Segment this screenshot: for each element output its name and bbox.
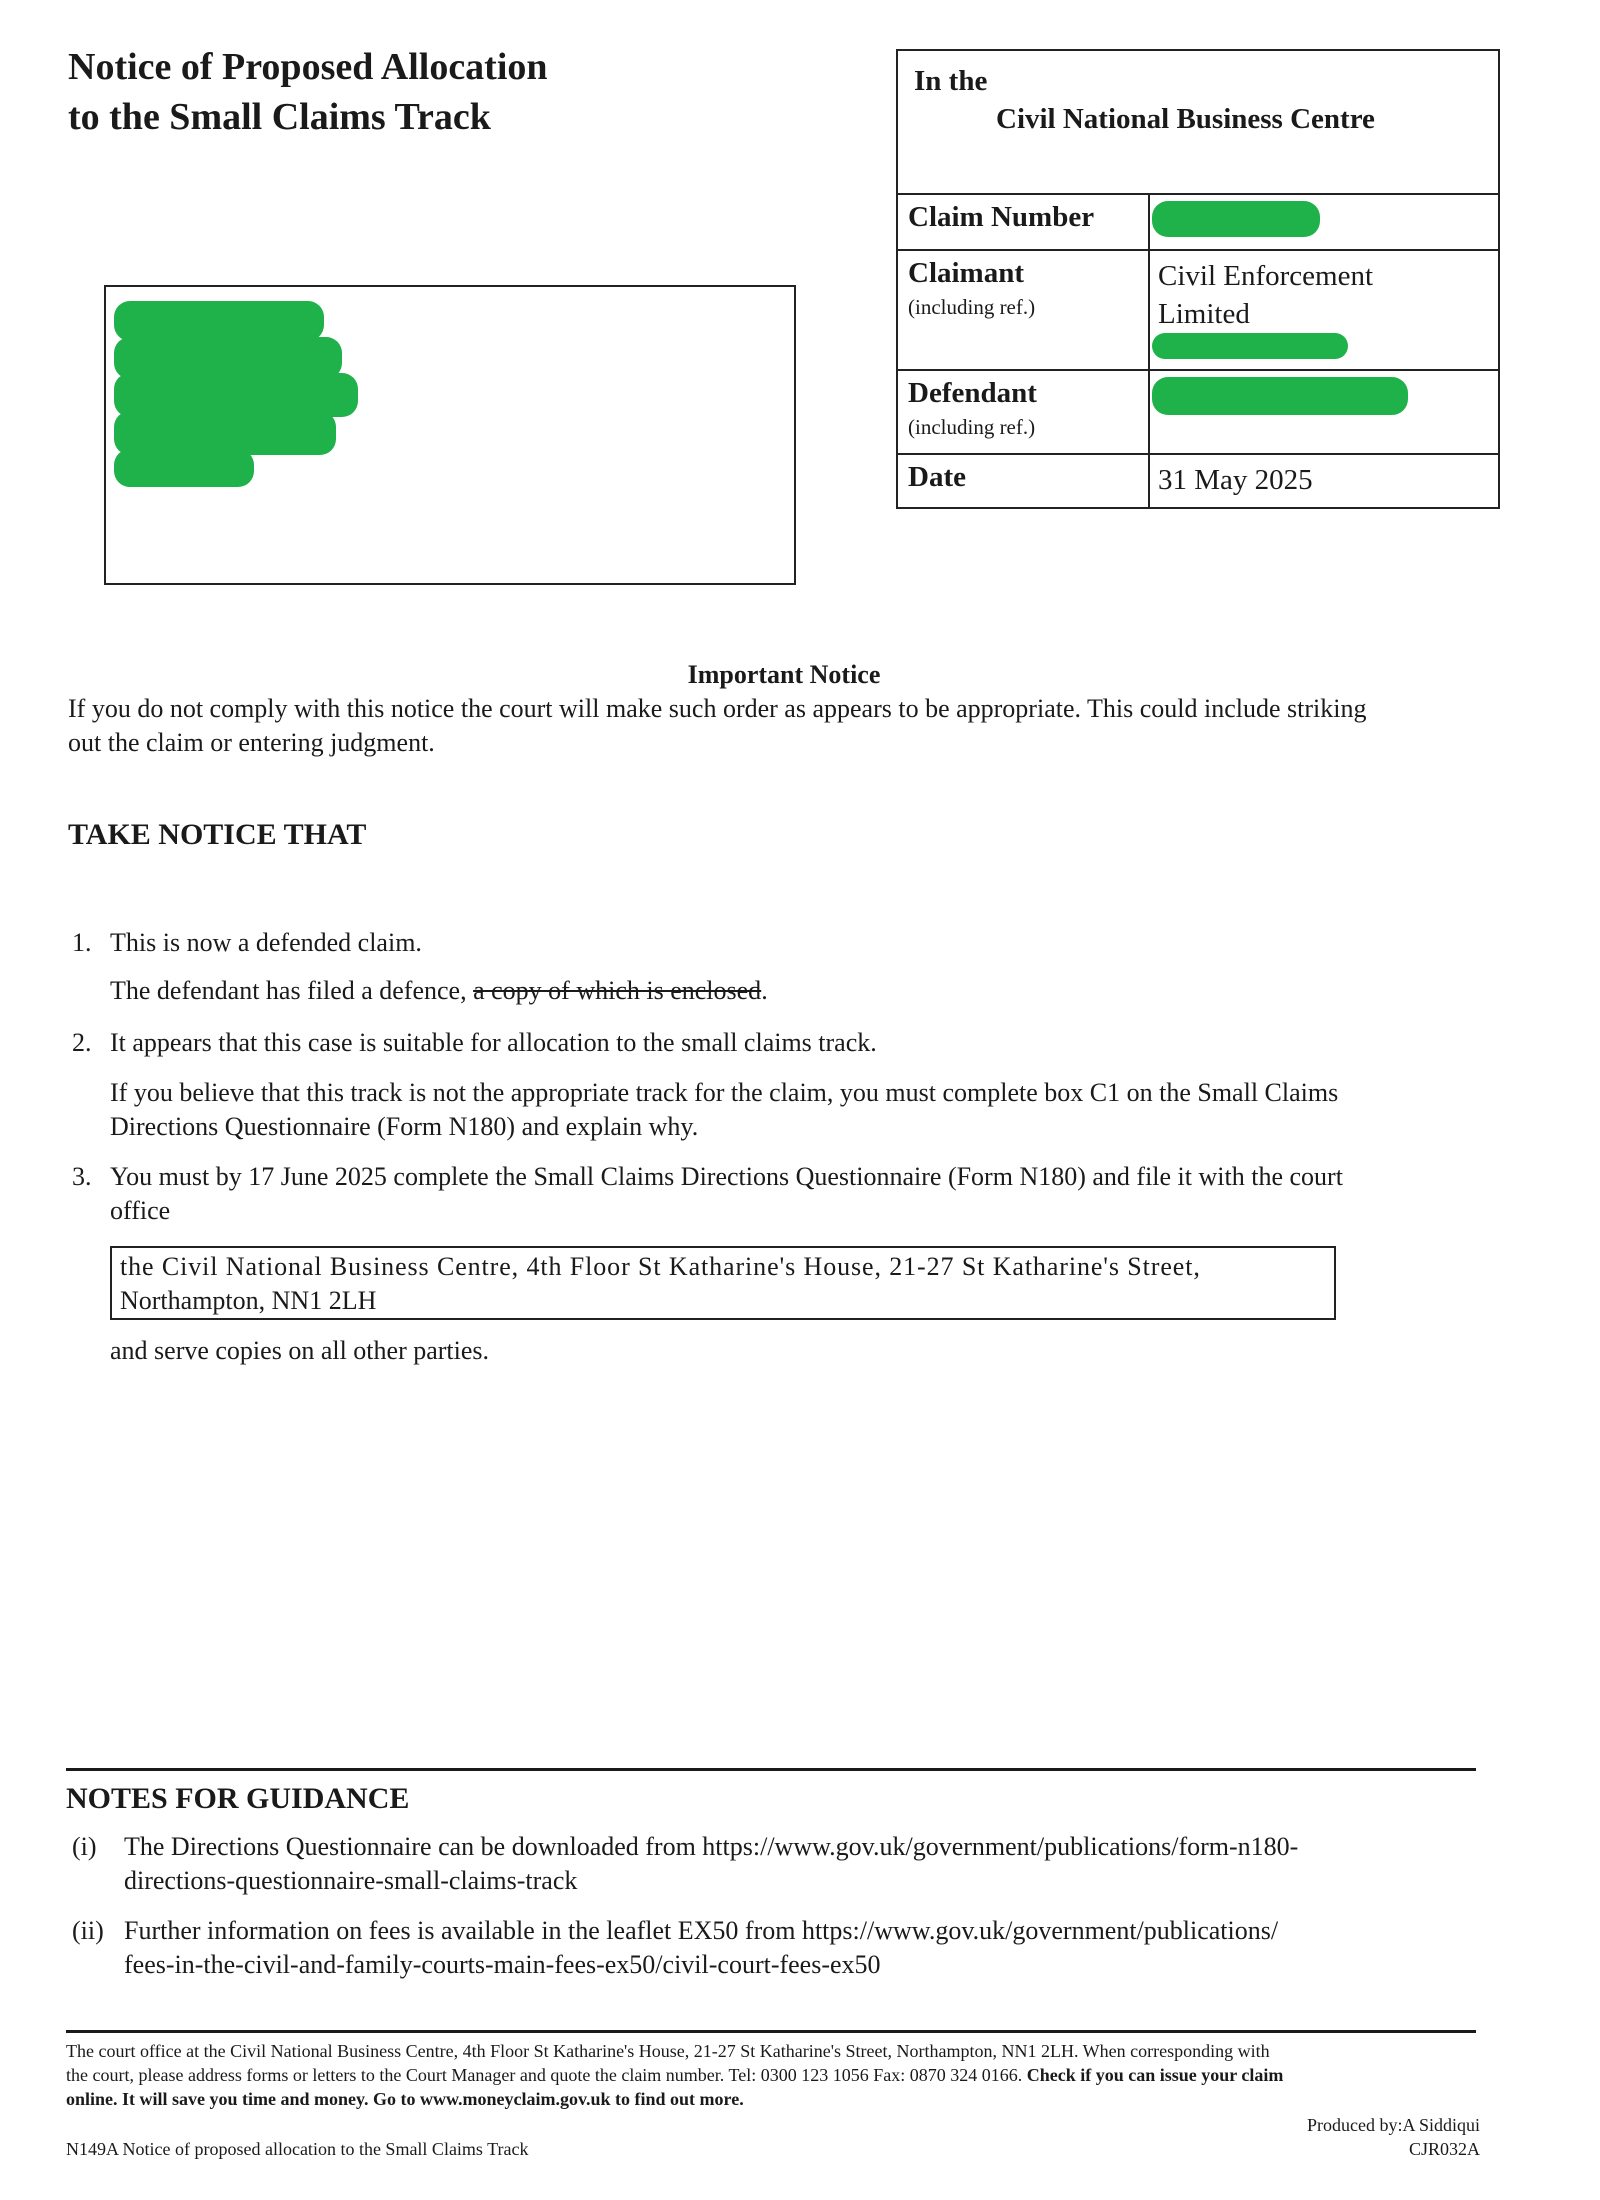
title-line-1: Notice of Proposed Allocation bbox=[68, 46, 548, 88]
footer-line-3: online. It will save you time and money. Go to www.moneyclaim.gov.uk to find out more. bbox=[66, 2089, 744, 2109]
form-code: CJR032A bbox=[1408, 2139, 1480, 2159]
redaction-mark bbox=[1152, 377, 1408, 415]
in-the-label: In the bbox=[914, 65, 988, 97]
date-row bbox=[898, 455, 1498, 509]
redaction-mark bbox=[1152, 333, 1348, 359]
claimant-label: Claimant bbox=[908, 257, 1024, 289]
claim-number-label: Claim Number bbox=[908, 201, 1095, 233]
footer-line-2-emphasis: Check if you can issue your claim bbox=[1026, 2065, 1284, 2085]
serve-copies-text: and serve copies on all other parties. bbox=[110, 1336, 490, 1365]
defendant-sub-label: (including ref.) bbox=[908, 415, 1036, 439]
footer-divider bbox=[66, 2030, 1476, 2033]
court-office-address-box bbox=[110, 1246, 1336, 1320]
address-window bbox=[104, 285, 796, 585]
produced-by: Produced by:A Siddiqui bbox=[1306, 2115, 1480, 2135]
office-address-line-2: Northampton, NN1 2LH bbox=[120, 1286, 377, 1315]
date-value: 31 May 2025 bbox=[1158, 464, 1313, 496]
claim-number-row bbox=[898, 195, 1498, 251]
item-number: 1. bbox=[72, 928, 92, 957]
notice-item-3 bbox=[72, 1160, 1343, 1194]
footer-line-1: The court office at the Civil National Business Centre, 4th Floor St Katharine's House, 21-27 St Katharine's Street, Northampton, NN1 2LH. When corresponding with bbox=[66, 2041, 1270, 2061]
item-text: It appears that this case is suitable for allocation to the small claims track. bbox=[110, 1028, 877, 1057]
guidance-note-1-line-2: directions-questionnaire-small-claims-track bbox=[124, 1866, 578, 1895]
footer-line-2 bbox=[66, 2062, 1283, 2088]
court-header-cell bbox=[898, 51, 1498, 195]
footer-line-2-text: the court, please address forms or letters to the Court Manager and quote the claim number. Tel: 0300 123 1056 Fax: 0870 324 0166. bbox=[66, 2065, 1027, 2085]
form-reference: N149A Notice of proposed allocation to the Small Claims Track bbox=[66, 2139, 529, 2159]
section-divider bbox=[66, 1768, 1476, 1771]
item-number: 3. bbox=[72, 1162, 92, 1191]
detail-prefix: The defendant has filed a defence, bbox=[110, 976, 474, 1005]
detail-suffix: . bbox=[761, 976, 768, 1005]
claimant-value-line-1: Civil Enforcement bbox=[1158, 260, 1374, 292]
take-notice-heading: TAKE NOTICE THAT bbox=[68, 818, 367, 851]
guidance-heading: NOTES FOR GUIDANCE bbox=[66, 1782, 410, 1815]
guidance-note-2-line-2: fees-in-the-civil-and-family-courts-main-fees-ex50/civil-court-fees-ex50 bbox=[124, 1950, 881, 1979]
title-line-2: to the Small Claims Track bbox=[68, 96, 491, 138]
notice-item-2 bbox=[72, 1026, 877, 1060]
redaction-mark bbox=[1152, 201, 1320, 237]
item-text: This is now a defended claim. bbox=[110, 928, 422, 957]
redaction-mark bbox=[114, 301, 324, 341]
item-text: You must by 17 June 2025 complete the Small Claims Directions Questionnaire (Form N180) and file it with the court bbox=[110, 1162, 1343, 1191]
guidance-note-2-line-1: Further information on fees is available in the leaflet EX50 from https://www.gov.uk/government/publications/ bbox=[124, 1916, 1279, 1945]
document-title bbox=[68, 42, 548, 142]
notice-item-1 bbox=[72, 926, 422, 960]
claimant-value bbox=[1158, 257, 1373, 333]
court-name: Civil National Business Centre bbox=[996, 103, 1375, 135]
court-details-box bbox=[896, 49, 1500, 509]
important-notice-line-2: out the claim or entering judgment. bbox=[68, 728, 435, 757]
redaction-mark bbox=[114, 449, 254, 487]
notice-item-2-detail-line-1: If you believe that this track is not the appropriate track for the claim, you must complete box C1 on the Small Claims bbox=[110, 1078, 1339, 1107]
date-label: Date bbox=[908, 461, 966, 493]
defendant-label: Defendant bbox=[908, 377, 1037, 409]
office-address-line-1: the Civil National Business Centre, 4th Floor St Katharine's House, 21-27 St Katharine's Street, bbox=[120, 1252, 1201, 1281]
guidance-note-1-marker: (i) bbox=[72, 1832, 97, 1861]
claimant-sub-label: (including ref.) bbox=[908, 295, 1036, 319]
claimant-row bbox=[898, 251, 1498, 371]
notice-item-3-line-2: office bbox=[110, 1196, 171, 1225]
notice-item-2-detail-line-2: Directions Questionnaire (Form N180) and explain why. bbox=[110, 1112, 699, 1141]
important-notice-line-1: If you do not comply with this notice the court will make such order as appears to be appropriate. This could include striking bbox=[68, 694, 1367, 723]
defendant-row bbox=[898, 371, 1498, 455]
important-notice-heading: Important Notice bbox=[687, 660, 881, 689]
notice-item-1-detail bbox=[110, 974, 768, 1008]
guidance-note-1-line-1: The Directions Questionnaire can be downloaded from https://www.gov.uk/government/publications/form-n180- bbox=[124, 1832, 1299, 1861]
struck-through-text: a copy of which is enclosed bbox=[473, 976, 762, 1005]
item-number: 2. bbox=[72, 1028, 92, 1057]
guidance-note-2-marker: (ii) bbox=[72, 1916, 104, 1945]
claimant-value-line-2: Limited bbox=[1158, 298, 1250, 330]
